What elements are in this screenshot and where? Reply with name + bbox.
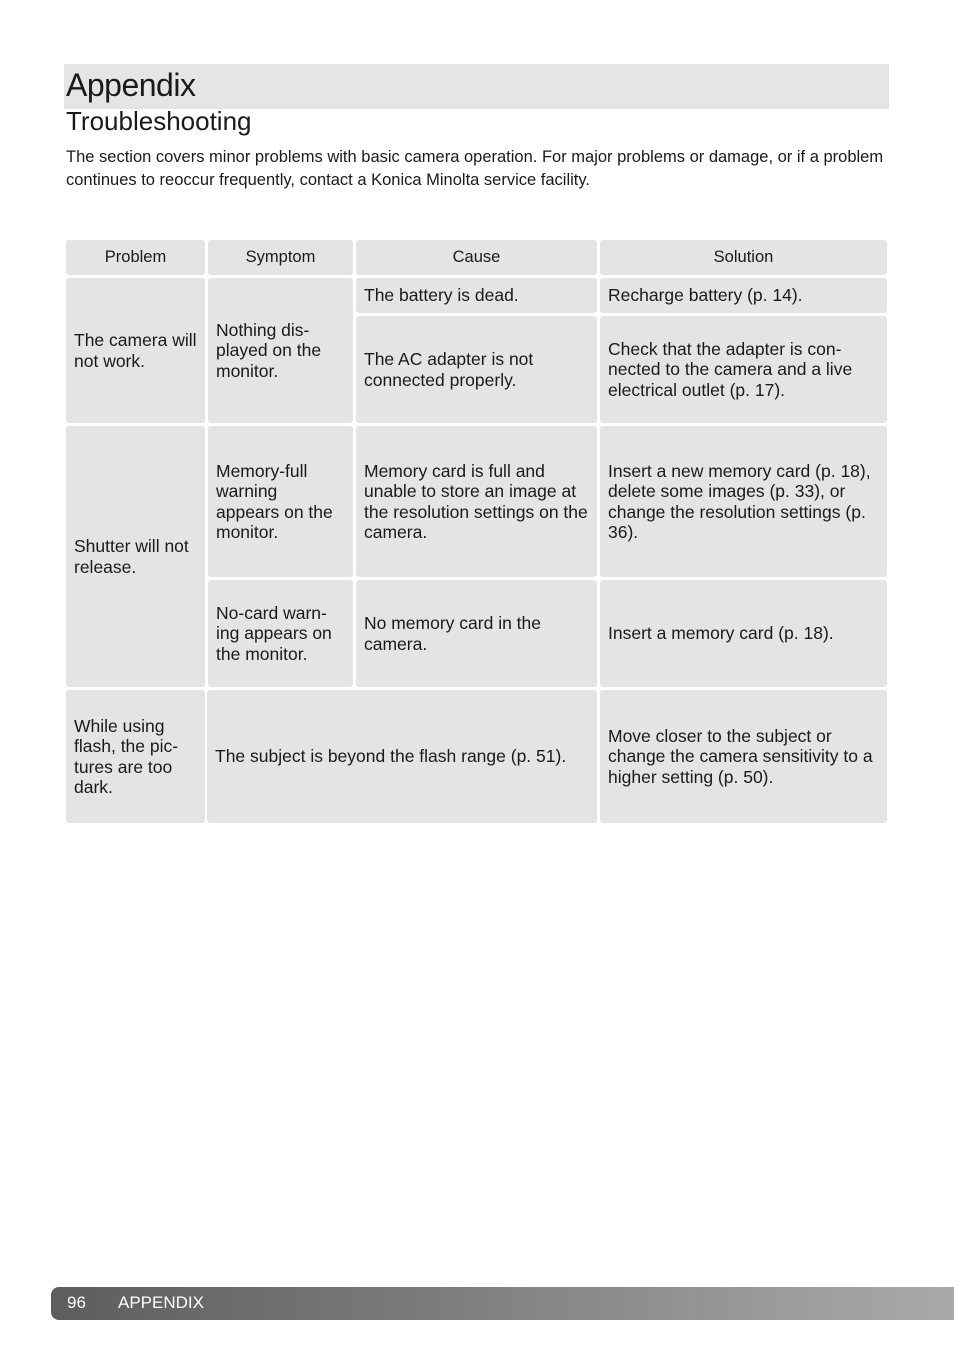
- header-cause: Cause: [356, 240, 597, 275]
- problem-cell: The camera will not work.: [66, 278, 205, 423]
- solution-cell: Move closer to the subject or change the camera sensitivity to a higher setting (p. 50).: [600, 690, 887, 823]
- solution-cell: Recharge battery (p. 14).: [600, 278, 887, 313]
- symptom-cell: No-card warn-ing appears on the monitor.: [208, 580, 353, 687]
- problem-cell: While using flash, the pic-tures are too dark.: [66, 690, 205, 823]
- page-number: 96: [67, 1293, 86, 1312]
- cause-cell: The subject is beyond the flash range (p. 51).: [207, 690, 597, 823]
- page-title: Appendix: [66, 67, 196, 103]
- cause-cell: The AC adapter is not connected properly.: [356, 316, 597, 423]
- header-solution: Solution: [600, 240, 887, 275]
- solution-cell: Insert a new memory card (p. 18), delete some images (p. 33), or change the resolution settings (p. 36).: [600, 426, 887, 577]
- intro-paragraph: The section covers minor problems with basic camera operation. For major problems or damage, or if a problem continues to reoccur frequently, contact a Konica Minolta service facility.: [66, 148, 884, 189]
- symptom-cell: Memory-full warning appears on the monitor.: [208, 426, 353, 577]
- solution-cell: Check that the adapter is con-nected to the camera and a live electrical outlet (p. 17).: [600, 316, 887, 423]
- cause-cell: The battery is dead.: [356, 278, 597, 313]
- page-footer: [51, 1287, 954, 1320]
- title-band: [64, 64, 889, 109]
- problem-cell: Shutter will not release.: [66, 426, 205, 687]
- footer-section-label: APPENDIX: [118, 1293, 204, 1312]
- header-problem: Problem: [66, 240, 205, 275]
- header-symptom: Symptom: [208, 240, 353, 275]
- cause-cell: Memory card is full and unable to store an image at the resolution settings on the camera.: [356, 426, 597, 577]
- section-title: Troubleshooting: [66, 106, 252, 136]
- symptom-cell: Nothing dis-played on the monitor.: [208, 278, 353, 423]
- cause-cell: No memory card in the camera.: [356, 580, 597, 687]
- solution-cell: Insert a memory card (p. 18).: [600, 580, 887, 687]
